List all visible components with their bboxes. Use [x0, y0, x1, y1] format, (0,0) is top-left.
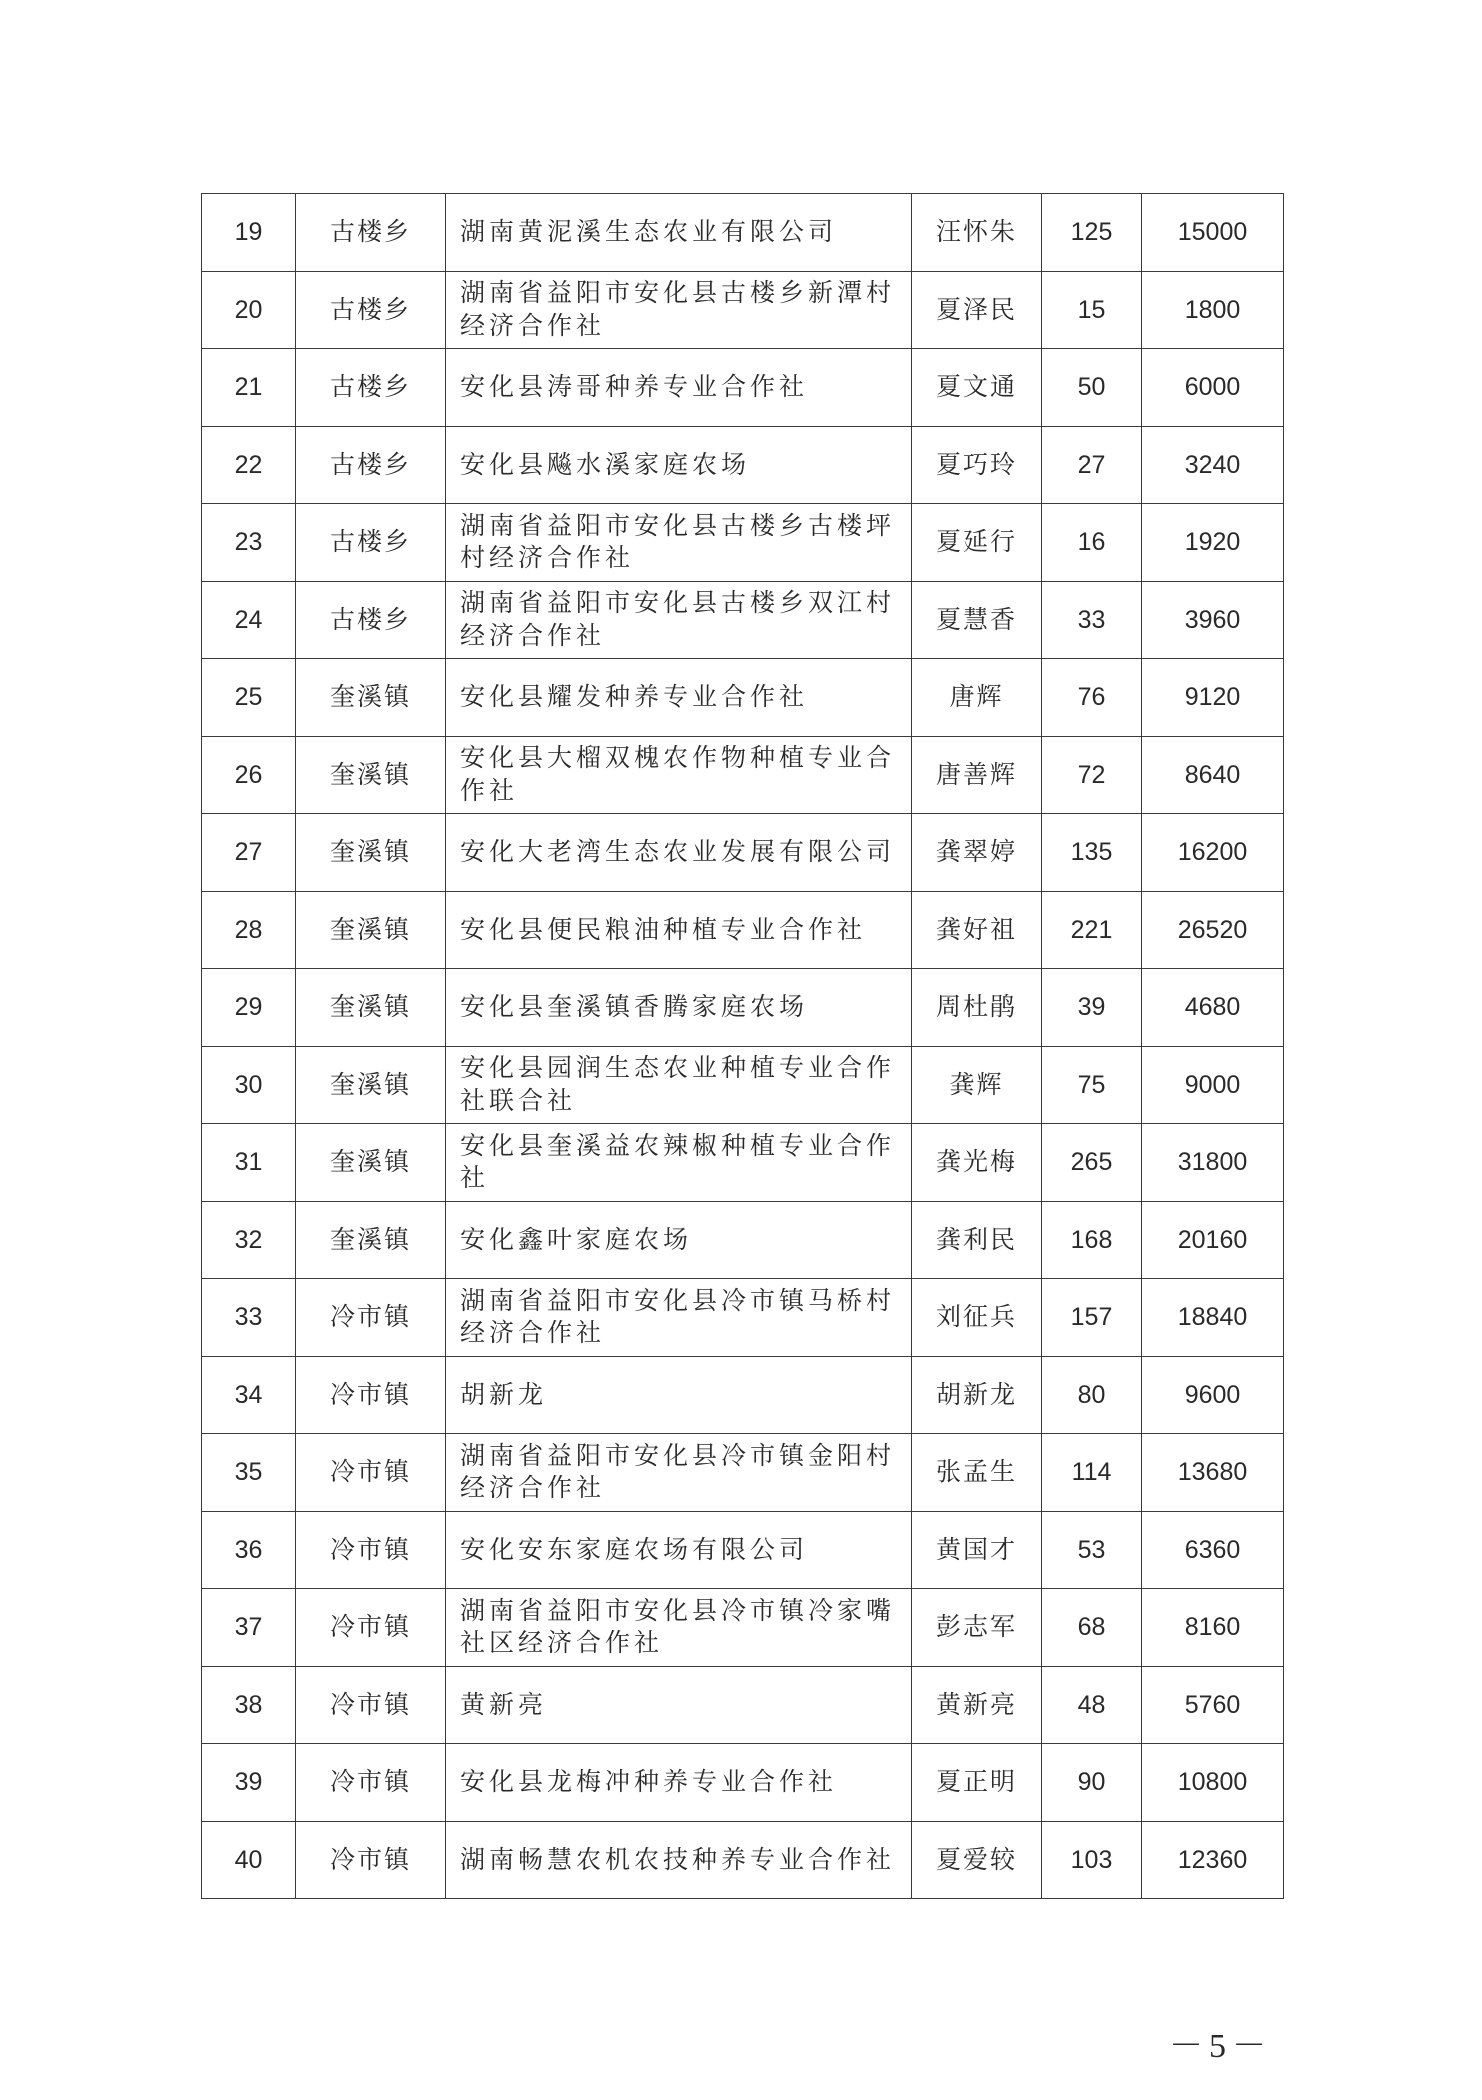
table-row — [202, 271, 1284, 349]
organization-name: 湖南省益阳市安化县冷市镇冷家嘴社区经济合作社 — [446, 1589, 912, 1667]
area-value: 53 — [1042, 1511, 1142, 1589]
table-row — [202, 426, 1284, 504]
table-row — [202, 814, 1284, 892]
area-value: 168 — [1042, 1201, 1142, 1279]
organization-name: 安化县园润生态农业种植专业合作社联合社 — [446, 1046, 912, 1124]
subsidy-amount: 1800 — [1142, 271, 1284, 349]
row-number: 20 — [202, 271, 296, 349]
area-value: 125 — [1042, 194, 1142, 272]
area-value: 33 — [1042, 581, 1142, 659]
row-number: 26 — [202, 736, 296, 814]
township: 冷市镇 — [296, 1279, 446, 1357]
subsidy-amount: 3960 — [1142, 581, 1284, 659]
table-row — [202, 1589, 1284, 1667]
organization-name: 黄新亮 — [446, 1666, 912, 1744]
row-number: 29 — [202, 969, 296, 1047]
row-number: 21 — [202, 349, 296, 427]
table-row — [202, 1356, 1284, 1434]
area-value: 75 — [1042, 1046, 1142, 1124]
subsidy-amount: 15000 — [1142, 194, 1284, 272]
organization-name: 安化县奎溪益农辣椒种植专业合作社 — [446, 1124, 912, 1202]
table-row — [202, 1124, 1284, 1202]
table-row — [202, 1279, 1284, 1357]
contact-person: 夏文通 — [912, 349, 1042, 427]
table-row — [202, 891, 1284, 969]
township: 冷市镇 — [296, 1744, 446, 1822]
table-row — [202, 659, 1284, 737]
row-number: 35 — [202, 1434, 296, 1512]
organization-name: 安化县龙梅冲种养专业合作社 — [446, 1744, 912, 1822]
subsidy-amount: 26520 — [1142, 891, 1284, 969]
organization-name: 胡新龙 — [446, 1356, 912, 1434]
contact-person: 夏正明 — [912, 1744, 1042, 1822]
contact-person: 张孟生 — [912, 1434, 1042, 1512]
table-row — [202, 1821, 1284, 1899]
organization-name: 湖南省益阳市安化县古楼乡新潭村经济合作社 — [446, 271, 912, 349]
township: 古楼乡 — [296, 349, 446, 427]
table-row — [202, 504, 1284, 582]
organization-name: 湖南畅慧农机农技种养专业合作社 — [446, 1821, 912, 1899]
organization-name: 安化鑫叶家庭农场 — [446, 1201, 912, 1279]
contact-person: 夏泽民 — [912, 271, 1042, 349]
organization-name: 安化县涛哥种养专业合作社 — [446, 349, 912, 427]
township: 冷市镇 — [296, 1511, 446, 1589]
table-row — [202, 1511, 1284, 1589]
subsidy-amount: 8640 — [1142, 736, 1284, 814]
contact-person: 黄国才 — [912, 1511, 1042, 1589]
subsidy-amount: 16200 — [1142, 814, 1284, 892]
organization-name: 安化安东家庭农场有限公司 — [446, 1511, 912, 1589]
organization-name: 湖南省益阳市安化县冷市镇马桥村经济合作社 — [446, 1279, 912, 1357]
area-value: 90 — [1042, 1744, 1142, 1822]
contact-person: 黄新亮 — [912, 1666, 1042, 1744]
subsidy-amount: 3240 — [1142, 426, 1284, 504]
subsidy-amount: 4680 — [1142, 969, 1284, 1047]
township: 奎溪镇 — [296, 891, 446, 969]
row-number: 23 — [202, 504, 296, 582]
organization-name: 安化县耀发种养专业合作社 — [446, 659, 912, 737]
township: 冷市镇 — [296, 1589, 446, 1667]
area-value: 157 — [1042, 1279, 1142, 1357]
organization-name: 安化县奎溪镇香腾家庭农场 — [446, 969, 912, 1047]
contact-person: 夏慧香 — [912, 581, 1042, 659]
township: 古楼乡 — [296, 426, 446, 504]
subsidy-amount: 6000 — [1142, 349, 1284, 427]
township: 古楼乡 — [296, 194, 446, 272]
contact-person: 胡新龙 — [912, 1356, 1042, 1434]
subsidy-amount: 8160 — [1142, 1589, 1284, 1667]
contact-person: 龚光梅 — [912, 1124, 1042, 1202]
contact-person: 彭志军 — [912, 1589, 1042, 1667]
area-value: 103 — [1042, 1821, 1142, 1899]
area-value: 80 — [1042, 1356, 1142, 1434]
row-number: 38 — [202, 1666, 296, 1744]
contact-person: 龚翠婷 — [912, 814, 1042, 892]
row-number: 27 — [202, 814, 296, 892]
table-row — [202, 1434, 1284, 1512]
table-body — [202, 194, 1284, 1899]
row-number: 19 — [202, 194, 296, 272]
area-value: 265 — [1042, 1124, 1142, 1202]
subsidy-amount: 31800 — [1142, 1124, 1284, 1202]
row-number: 22 — [202, 426, 296, 504]
township: 奎溪镇 — [296, 659, 446, 737]
township: 奎溪镇 — [296, 736, 446, 814]
row-number: 33 — [202, 1279, 296, 1357]
organization-name: 安化县便民粮油种植专业合作社 — [446, 891, 912, 969]
row-number: 31 — [202, 1124, 296, 1202]
row-number: 28 — [202, 891, 296, 969]
contact-person: 龚利民 — [912, 1201, 1042, 1279]
township: 古楼乡 — [296, 271, 446, 349]
area-value: 27 — [1042, 426, 1142, 504]
township: 古楼乡 — [296, 581, 446, 659]
subsidy-amount: 9600 — [1142, 1356, 1284, 1434]
area-value: 48 — [1042, 1666, 1142, 1744]
table-row — [202, 581, 1284, 659]
subsidy-amount: 6360 — [1142, 1511, 1284, 1589]
township: 冷市镇 — [296, 1356, 446, 1434]
row-number: 37 — [202, 1589, 296, 1667]
table-row — [202, 1046, 1284, 1124]
organization-name: 安化县飚水溪家庭农场 — [446, 426, 912, 504]
contact-person: 唐善辉 — [912, 736, 1042, 814]
area-value: 16 — [1042, 504, 1142, 582]
contact-person: 夏巧玲 — [912, 426, 1042, 504]
row-number: 34 — [202, 1356, 296, 1434]
area-value: 135 — [1042, 814, 1142, 892]
table-row — [202, 194, 1284, 272]
township: 奎溪镇 — [296, 1124, 446, 1202]
subsidy-amount: 9120 — [1142, 659, 1284, 737]
organization-name: 安化县大榴双槐农作物种植专业合作社 — [446, 736, 912, 814]
township: 奎溪镇 — [296, 1201, 446, 1279]
contact-person: 龚辉 — [912, 1046, 1042, 1124]
township: 冷市镇 — [296, 1434, 446, 1512]
contact-person: 周杜鹃 — [912, 969, 1042, 1047]
contact-person: 夏爱较 — [912, 1821, 1042, 1899]
table-row — [202, 1201, 1284, 1279]
subsidy-amount: 10800 — [1142, 1744, 1284, 1822]
township: 奎溪镇 — [296, 969, 446, 1047]
subsidy-amount: 20160 — [1142, 1201, 1284, 1279]
subsidy-amount: 9000 — [1142, 1046, 1284, 1124]
row-number: 24 — [202, 581, 296, 659]
township: 奎溪镇 — [296, 1046, 446, 1124]
page-number: －5－ — [1169, 2028, 1272, 2065]
area-value: 15 — [1042, 271, 1142, 349]
organization-name: 安化大老湾生态农业发展有限公司 — [446, 814, 912, 892]
row-number: 30 — [202, 1046, 296, 1124]
row-number: 39 — [202, 1744, 296, 1822]
township: 冷市镇 — [296, 1666, 446, 1744]
township: 奎溪镇 — [296, 814, 446, 892]
area-value: 114 — [1042, 1434, 1142, 1512]
area-value: 76 — [1042, 659, 1142, 737]
table-row — [202, 1666, 1284, 1744]
organization-name: 湖南省益阳市安化县古楼乡双江村经济合作社 — [446, 581, 912, 659]
row-number: 36 — [202, 1511, 296, 1589]
township: 冷市镇 — [296, 1821, 446, 1899]
contact-person: 汪怀朱 — [912, 194, 1042, 272]
subsidy-amount: 5760 — [1142, 1666, 1284, 1744]
subsidy-table — [201, 193, 1284, 1899]
area-value: 68 — [1042, 1589, 1142, 1667]
subsidy-amount: 12360 — [1142, 1821, 1284, 1899]
contact-person: 唐辉 — [912, 659, 1042, 737]
row-number: 25 — [202, 659, 296, 737]
subsidy-amount: 18840 — [1142, 1279, 1284, 1357]
row-number: 32 — [202, 1201, 296, 1279]
organization-name: 湖南黄泥溪生态农业有限公司 — [446, 194, 912, 272]
contact-person: 刘征兵 — [912, 1279, 1042, 1357]
table-row — [202, 349, 1284, 427]
area-value: 221 — [1042, 891, 1142, 969]
subsidy-amount: 13680 — [1142, 1434, 1284, 1512]
area-value: 50 — [1042, 349, 1142, 427]
row-number: 40 — [202, 1821, 296, 1899]
area-value: 39 — [1042, 969, 1142, 1047]
area-value: 72 — [1042, 736, 1142, 814]
contact-person: 夏延行 — [912, 504, 1042, 582]
contact-person: 龚好祖 — [912, 891, 1042, 969]
organization-name: 湖南省益阳市安化县古楼乡古楼坪村经济合作社 — [446, 504, 912, 582]
township: 古楼乡 — [296, 504, 446, 582]
table-row — [202, 969, 1284, 1047]
subsidy-amount: 1920 — [1142, 504, 1284, 582]
table-row — [202, 736, 1284, 814]
table-row — [202, 1744, 1284, 1822]
organization-name: 湖南省益阳市安化县冷市镇金阳村经济合作社 — [446, 1434, 912, 1512]
